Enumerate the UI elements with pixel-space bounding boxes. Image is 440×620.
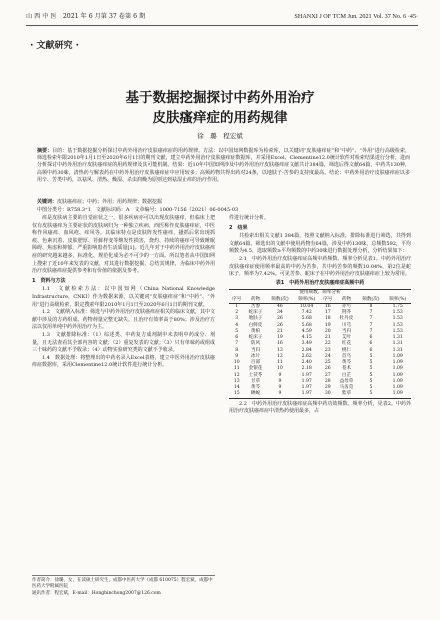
article-meta	[37, 199, 410, 214]
table-caption: 表1 中药外用治疗皮肤瘙痒症高频中药	[275, 279, 365, 286]
table-cell: 7	[369, 316, 373, 322]
left-column	[32, 215, 215, 370]
table-cell: 5	[369, 385, 373, 391]
para-2-1: 2.1 中药外用治疗皮肤瘙痒症高频中药频数、频率分析见表1。中药外用治疗皮肤瘙痒症使用频率最高的中药为苦参，共中药苦参的频数10.04%，第2位是蛇床子，频率为7.42%。可见苦参、蛇床子在中药外用治疗皮肤瘙痒症上较为常用。	[229, 255, 411, 278]
herb-frequency-table	[229, 289, 411, 398]
table-cell: 苍术	[341, 366, 352, 372]
table-cell: 荆芥	[341, 310, 352, 316]
table-cell: 1.53	[392, 316, 403, 322]
table-cell: 11	[277, 360, 283, 366]
title-line-2: 皮肤瘙痒症的用药规律	[152, 110, 288, 126]
table-header-cell: 频率(%)	[384, 297, 411, 304]
table-cell: 2.84	[301, 347, 312, 353]
table-cell: 13	[277, 347, 283, 353]
table-header-row	[229, 297, 411, 304]
table-cell: 牡丹皮	[339, 316, 354, 322]
table-cell: 黄柏	[250, 328, 261, 334]
para-2-2: 2.2 中药外用治疗皮肤瘙痒症高频中药功效频数、频率分析，见表2。中药外用治疗皮肤瘙痒症中清热药使用最多，占	[229, 400, 411, 415]
title-line-1: 基于数据挖掘探讨中药外用治疗	[125, 90, 315, 106]
continued-line: 件进行统计分析。	[229, 215, 270, 221]
table-cell: 27	[324, 372, 331, 378]
table-cell: 川芎	[341, 322, 352, 328]
table-cell: 16	[277, 341, 283, 347]
right-column	[229, 215, 411, 416]
table-cell: 8	[369, 303, 373, 309]
table-cell: 1.09	[392, 366, 403, 372]
table-cell: 5	[357, 391, 384, 398]
table-cell: 白鲜皮	[248, 322, 263, 328]
table-cell: 土茯苓	[248, 372, 263, 378]
table-cell: 46	[277, 303, 283, 309]
table-cell: 4.59	[301, 328, 312, 334]
table-cell: 蝉蜕	[245, 391, 267, 398]
table-cell: 17	[324, 310, 331, 316]
table-cell: 1.09	[392, 378, 403, 384]
table-cell: 29	[324, 385, 331, 391]
section-label: · 文献研究 ·	[30, 41, 80, 51]
table-cell: 10	[277, 366, 283, 372]
table-body	[229, 303, 411, 398]
table-cell: 19	[324, 322, 331, 328]
para-2: 共检索出相关文献1 384篇，按照文献纳入标准，排除标准进行筛选，共得到文献64篇。筛选出的文献中使用药物有64篇，涉及中药130味，总频数592，平均频数为4.5，选取频数≥平均频数的中药30味进行数据处理分析，分析结果如下：	[229, 233, 411, 255]
table-cell: 20	[324, 328, 331, 334]
footnote-corresponding: 通讯作者：程宏斌，E-mail：Honghinchong2007@126.com	[32, 590, 161, 596]
table-row	[229, 391, 411, 398]
table-cell: 1.97	[301, 385, 312, 391]
table-cell: 15	[229, 391, 245, 398]
table-cell: 26	[324, 366, 331, 372]
table-cell: 当归	[250, 347, 261, 353]
abstract	[37, 148, 410, 184]
table-cell: 2	[235, 310, 239, 316]
table-cell: 1.09	[392, 372, 403, 378]
table-cell: 7	[369, 322, 373, 328]
table-cell: 14	[233, 385, 240, 391]
table-cell: 5.68	[301, 322, 312, 328]
table-cell: 10.04	[300, 303, 314, 309]
table-cell: 1.53	[392, 322, 403, 328]
footnote	[32, 575, 215, 597]
table-cell: 22	[324, 341, 331, 347]
header-rule	[26, 25, 418, 26]
table-cell: 12	[277, 353, 283, 359]
table-cell: 1.31	[392, 335, 403, 341]
table-cell: 5	[369, 372, 373, 378]
table-header-cell: 序号	[320, 297, 336, 304]
table-cell: 34	[277, 310, 283, 316]
table-cell: 7	[235, 341, 239, 347]
table-cell: 1.09	[392, 353, 403, 359]
journal-issue-en: SHANXI J OF TCM Jun. 2021 Vol. 37 No. 6 ·45·	[294, 13, 418, 20]
table-cell: 7	[369, 310, 373, 316]
table-cell: 红花	[341, 341, 352, 347]
table-header-cell: 频数(次)	[266, 297, 293, 304]
table-cell: 1.53	[392, 328, 403, 334]
table-cell: 10	[233, 360, 240, 366]
table-header-cell: 药物	[245, 297, 267, 304]
table-cell: 3	[235, 316, 239, 322]
table-cell: 9	[235, 353, 239, 359]
table-cell: 21	[277, 328, 283, 334]
table-cell: 1.97	[293, 391, 320, 398]
table-header-cell: 药物	[336, 297, 358, 304]
table-cell: 26	[277, 316, 283, 322]
table-cell: 6	[369, 347, 373, 353]
table-cell: 5	[369, 378, 373, 384]
table-cell: 6	[369, 341, 373, 347]
table-cell: 1.09	[392, 360, 403, 366]
table-cell: 24	[324, 353, 331, 359]
heading-methods: 1 资料与方法	[32, 277, 66, 284]
para-1-2: 1.2 文献纳入标准：筛选与中药外用治疗皮肤瘙痒症相关的临床文献，其中文献中涉及的方药组成、药物剂量完整无缺失，且治疗有效率高于80%；涉及治疗方法以仅用单纯中药外用治疗为主。	[32, 309, 215, 331]
heading-results: 2 结果	[229, 224, 248, 231]
table-cell: 桃仁	[341, 347, 352, 353]
table-cell: 25	[324, 360, 331, 366]
table-cell: 1.53	[392, 310, 403, 316]
para-1-1: 1.1 文献检索方法：以中国知网（China National Knowledge Infrastructure，CNKI）作为数据来源，以关键词“皮肤瘙痒症”和“中药”、“外用”进行高级检索，限定搜索年限2010年1月1日至2020年6月1日的期刊文献。	[32, 286, 215, 308]
table-cell: 百部	[250, 360, 261, 366]
article-title	[0, 88, 440, 128]
table-cell: 11	[233, 366, 240, 372]
table-cell: 19	[277, 335, 283, 341]
table-cell: 13	[233, 378, 240, 384]
table-cell: 5	[235, 328, 239, 334]
table-cell: 6	[235, 335, 239, 341]
keywords-text: 皮肤瘙痒症；中药；外用；用药规律；数据挖掘	[57, 199, 163, 205]
table-cell: 紫草	[336, 391, 358, 398]
classification-line: 中图分类号：R758.3⁺1 文献标识码：A 文章编号：1000-7156（2021）06-0045-03	[37, 206, 239, 213]
table-cell: 1.31	[392, 347, 403, 353]
table-cell: 5	[369, 366, 373, 372]
table-cell: 马齿苋	[339, 385, 354, 391]
table-cell: 赤芍	[341, 303, 352, 309]
running-header	[26, 10, 418, 24]
table-cell: 2.18	[301, 366, 312, 372]
table-cell: 1.31	[392, 341, 403, 347]
table-cell: 1.09	[392, 385, 403, 391]
table-cell: 1.75	[392, 303, 403, 309]
para-1-3: 1.3 文献排除标准：（1）综述类、中药复方成剂制中未表明中药成分、剂量，且无法查看其全部内容的文献；（2）重复发表的文献；（3）只有单味药或组成三十味药的文献不予收录；（4）动物实验研究类的文献不予收录。	[32, 331, 215, 354]
table-cell: 白芷	[341, 372, 352, 378]
table-cell: 7.42	[301, 310, 312, 316]
table-cell: 2.62	[301, 353, 312, 359]
table-cell: 8	[235, 347, 239, 353]
table-cell: 4	[235, 322, 239, 328]
table-cell: 12	[233, 372, 240, 378]
table-cell: 16	[324, 303, 331, 309]
table-cell: 9	[278, 385, 282, 391]
table-cell: 30	[320, 391, 336, 398]
table-cell: 9	[266, 391, 293, 398]
table-cell: 1	[235, 303, 239, 309]
para-1-4: 1.4 数据处理：将整理出的中药名录入Excel表格，建立中医外用治疗皮肤瘙痒症数据库，采用Clementine12.0统计软件进行统计分析。	[32, 354, 215, 369]
table-cell: 当归	[341, 328, 352, 334]
abstract-text: 目的：基于数据挖掘分析探讨中药外用治疗皮肤瘙痒症的用药规律。方法：以中国知网数据库为检索库，以关键词“皮肤瘙痒症”和“中药”、“外用”进行高级检索，筛选检索年限2010年1月1日至2020年6月1日的期刊文献，建立中药外用治疗皮肤瘙痒症数据库，并采用Excel、Clementine12.0统计软件对检索结果进行分析，进而分析探讨中药外用治疗皮肤瘙痒症的用药规律及其可能机制。结果：近10年中国知网涉及中药外用治疗皮肤瘙痒症文献共计384篇，筛选后得文献64篇，中药共130种，高频中药30味，清热药与解表药在中药外用治疗皮肤瘙痒症中应用较多；高频药物共得出药对24条，以地肤子-苦参的支持度最高。结论：中药外用治疗皮肤瘙痒症以多用辛、苦类中药，以祛风、清热、燥湿、杀虫润燥为原则达到祛湿止痒的治疗作用。	[37, 148, 410, 183]
abstract-label: 摘要：	[37, 148, 53, 154]
table-cell: 冰片	[250, 353, 261, 359]
table-cell: 23	[324, 347, 331, 353]
table-cell: 9	[278, 378, 282, 384]
journal-issue-cn: 山 西 中 医 2021 年 6 月第 37 卷第 6 期	[26, 13, 146, 20]
table-header-cell: 频率(%)	[293, 297, 320, 304]
table-cell: 18	[324, 316, 331, 322]
table-cell: 防风	[250, 341, 261, 347]
table-cell: 5	[369, 360, 373, 366]
table-cell: 7	[369, 328, 373, 334]
table-cell: 6	[369, 335, 373, 341]
table-header-cell: 序号	[229, 297, 245, 304]
table-title: 使用频数、频率分析	[229, 290, 411, 297]
keywords-label: 关键词：	[37, 199, 58, 205]
table-cell: 1.97	[301, 378, 312, 384]
author-line: 徐 璐 程宏斌	[197, 132, 243, 140]
table-cell: 黄芩	[341, 360, 352, 366]
table-cell: 9	[278, 372, 282, 378]
table-cell: 蛇床子	[248, 335, 263, 341]
table-cell: 1.97	[301, 372, 312, 378]
table-cell: 首乌	[341, 353, 352, 359]
keywords	[37, 199, 410, 207]
table-cell: 艾叶	[341, 335, 352, 341]
table-cell: 1.09	[384, 391, 411, 398]
table-cell: 5	[369, 353, 373, 359]
table-cell: 28	[324, 378, 331, 384]
table-cell: 蛇床子	[248, 310, 263, 316]
intro-paragraph: 痒是皮肤病主要的自觉症状之一，很多疾病亦可以出现皮肤瘙痒，但临床上把仅有皮肤瘙痒为主要症状的皮肤病归为一种独立疾病，西医称作皮肤瘙痒症，中医称作风瘙痒、血风疮、痒风等。其临床特点是皮肤阵发性瘙痒，搔抓后常出现抓痕、色素沉着、皮肤肥厚、苔藓样变等继发性损害，烧灼、持续的瘙痒可导致睡眠障碍、焦虑和抑郁，严重影响患者生活质量[1]。近几年对于中药外用治疗皮肤瘙痒症的研究越来越多，标准化、规范化成为必不可少的一方面。所以笔者从中国知网上搜索了近10年来发表的文献，对其进行数据挖掘，总结其规律，为临床中药外用治疗皮肤瘙痒症提供参考和有价值的依据及参考。	[32, 215, 215, 275]
table-cell: 5.68	[301, 316, 312, 322]
table-cell: 26	[277, 322, 283, 328]
table-cell: 3.49	[301, 341, 312, 347]
table-cell: 益母草	[339, 378, 354, 384]
table-header-cell: 频数(次)	[357, 297, 384, 304]
table-cell: 金银花	[248, 366, 263, 372]
table-cell: 地肤子	[248, 316, 263, 322]
table-cell: 黄芩	[250, 385, 261, 391]
table-cell: 甘草	[250, 378, 261, 384]
table-cell: 4.15	[301, 335, 312, 341]
table-cell: 21	[324, 335, 331, 341]
footnote-author-info: 作者简介：徐璐，女，在读硕士研究生，成都中医药大学（成都 610075）程宏斌，成都中医药大学附属医院	[32, 578, 213, 590]
table-cell: 2.40	[301, 360, 312, 366]
table-cell: 苦参	[250, 303, 261, 309]
